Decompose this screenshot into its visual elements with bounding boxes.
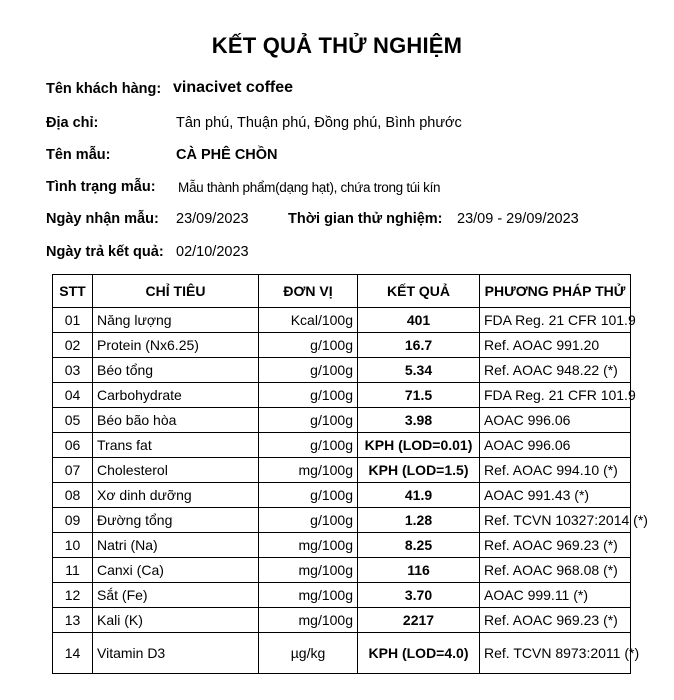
cell-unit: g/100g <box>259 483 358 508</box>
cell-unit: g/100g <box>259 358 358 383</box>
cell-stt: 01 <box>53 308 93 333</box>
cell-method: Ref. AOAC 994.10 (*) <box>480 458 631 483</box>
results-table <box>52 274 648 674</box>
cell-stt: 07 <box>53 458 93 483</box>
received-value: 23/09/2023 <box>176 211 249 227</box>
cell-method: Ref. AOAC 991.20 <box>480 333 631 358</box>
cell-unit: g/100g <box>259 433 358 458</box>
cell-unit: g/100g <box>259 383 358 408</box>
address-label: Địa chỉ: <box>46 115 99 131</box>
cell-result: 1.28 <box>358 508 480 533</box>
cell-unit: g/100g <box>259 508 358 533</box>
cell-stt: 11 <box>53 558 93 583</box>
table-row <box>53 608 631 633</box>
cell-result: KPH (LOD=0.01) <box>358 433 480 458</box>
cell-stt: 09 <box>53 508 93 533</box>
header-result: KẾT QUẢ <box>358 275 480 308</box>
cell-name: Natri (Na) <box>93 533 259 558</box>
cell-result: 8.25 <box>358 533 480 558</box>
test-time-value: 23/09 - 29/09/2023 <box>457 211 579 227</box>
cell-stt: 10 <box>53 533 93 558</box>
cell-stt: 06 <box>53 433 93 458</box>
header-stt: STT <box>53 275 93 308</box>
condition-value: Mẫu thành phẩm(dạng hạt), chứa trong túi kín <box>178 180 441 195</box>
cell-result: 16.7 <box>358 333 480 358</box>
table-row <box>53 558 631 583</box>
cell-stt: 03 <box>53 358 93 383</box>
cell-method: Ref. TCVN 8973:2011 (*) <box>480 633 631 674</box>
table-row <box>53 333 631 358</box>
cell-stt: 04 <box>53 383 93 408</box>
cell-method: Ref. AOAC 968.08 (*) <box>480 558 631 583</box>
cell-method: AOAC 991.43 (*) <box>480 483 631 508</box>
cell-stt: 05 <box>53 408 93 433</box>
received-label: Ngày nhận mẫu: <box>46 211 159 227</box>
customer-value: vinacivet coffee <box>173 79 294 96</box>
page-title: KẾT QUẢ THỬ NGHIỆM <box>211 33 463 58</box>
table-row <box>53 383 631 408</box>
table-row <box>53 458 631 483</box>
cell-stt: 08 <box>53 483 93 508</box>
cell-method: AOAC 996.06 <box>480 408 631 433</box>
cell-method: Ref. AOAC 969.23 (*) <box>480 533 631 558</box>
cell-unit: mg/100g <box>259 458 358 483</box>
table-header-row <box>53 275 631 308</box>
table-row <box>53 633 631 674</box>
cell-name: Vitamin D3 <box>93 633 259 674</box>
table-row <box>53 533 631 558</box>
cell-name: Sắt (Fe) <box>93 583 259 608</box>
return-value: 02/10/2023 <box>176 244 249 260</box>
cell-method: Ref. AOAC 948.22 (*) <box>480 358 631 383</box>
customer-label: Tên khách hàng: <box>46 81 162 97</box>
cell-method: Ref. TCVN 10327:2014 (*) <box>480 508 631 533</box>
cell-name: Kali (K) <box>93 608 259 633</box>
cell-name: Cholesterol <box>93 458 259 483</box>
cell-name: Đường tổng <box>93 508 259 533</box>
cell-unit: Kcal/100g <box>259 308 358 333</box>
cell-method: Ref. AOAC 969.23 (*) <box>480 608 631 633</box>
cell-method: FDA Reg. 21 CFR 101.9 <box>480 383 631 408</box>
cell-name: Carbohydrate <box>93 383 259 408</box>
return-label: Ngày trả kết quả: <box>46 244 164 260</box>
sample-value: CÀ PHÊ CHỒN <box>176 147 278 163</box>
table-row <box>53 433 631 458</box>
address-value: Tân phú, Thuận phú, Đồng phú, Bình phước <box>176 115 462 131</box>
condition-label: Tình trạng mẫu: <box>46 179 156 195</box>
cell-name: Protein (Nx6.25) <box>93 333 259 358</box>
table-row <box>53 583 631 608</box>
table-row <box>53 358 631 383</box>
cell-unit: mg/100g <box>259 608 358 633</box>
cell-unit: g/100g <box>259 333 358 358</box>
cell-result: KPH (LOD=4.0) <box>358 633 480 674</box>
cell-name: Xơ dinh dưỡng <box>93 483 259 508</box>
cell-result: 41.9 <box>358 483 480 508</box>
header-indicator: CHỈ TIÊU <box>93 275 259 308</box>
cell-unit: mg/100g <box>259 583 358 608</box>
cell-stt: 12 <box>53 583 93 608</box>
cell-unit: g/100g <box>259 408 358 433</box>
cell-result: 3.70 <box>358 583 480 608</box>
cell-stt: 14 <box>53 633 93 674</box>
cell-name: Béo bão hòa <box>93 408 259 433</box>
cell-unit: mg/100g <box>259 533 358 558</box>
cell-name: Năng lượng <box>93 308 259 333</box>
cell-result: 116 <box>358 558 480 583</box>
cell-result: 401 <box>358 308 480 333</box>
table-row <box>53 483 631 508</box>
cell-method: AOAC 999.11 (*) <box>480 583 631 608</box>
cell-name: Trans fat <box>93 433 259 458</box>
cell-result: 71.5 <box>358 383 480 408</box>
header-unit: ĐƠN VỊ <box>259 275 358 308</box>
cell-method: AOAC 996.06 <box>480 433 631 458</box>
table-row <box>53 408 631 433</box>
table-row <box>53 508 631 533</box>
cell-result: KPH (LOD=1.5) <box>358 458 480 483</box>
cell-unit: µg/kg <box>259 633 358 674</box>
cell-unit: mg/100g <box>259 558 358 583</box>
table-row <box>53 308 631 333</box>
cell-method: FDA Reg. 21 CFR 101.9 <box>480 308 631 333</box>
test-time-label: Thời gian thử nghiệm: <box>288 211 443 227</box>
cell-result: 2217 <box>358 608 480 633</box>
cell-name: Béo tổng <box>93 358 259 383</box>
cell-name: Canxi (Ca) <box>93 558 259 583</box>
header-method: PHƯƠNG PHÁP THỬ <box>480 275 631 308</box>
cell-stt: 13 <box>53 608 93 633</box>
cell-result: 3.98 <box>358 408 480 433</box>
cell-result: 5.34 <box>358 358 480 383</box>
cell-stt: 02 <box>53 333 93 358</box>
sample-label: Tên mẫu: <box>46 147 111 163</box>
